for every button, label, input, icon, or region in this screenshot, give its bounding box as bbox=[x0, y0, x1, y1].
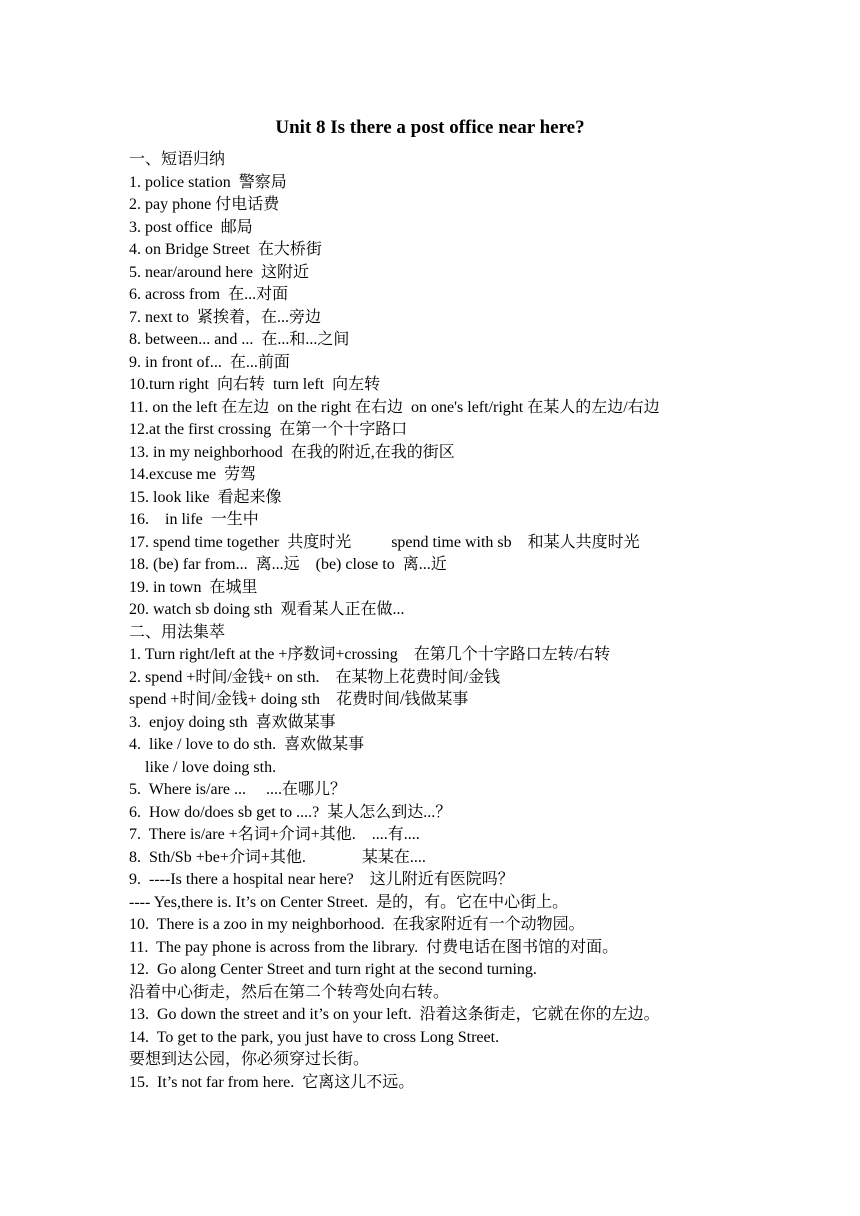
text-line: 5. near/around here 这附近 bbox=[129, 263, 309, 281]
text-line: 7. There is/are +名词+介词+其他. ....有.... bbox=[129, 826, 420, 843]
text-line: 6. across from 在...对面 bbox=[129, 286, 289, 303]
document-body bbox=[129, 149, 829, 1094]
text-line: 15. It’s not far from here. 它离这儿不远。 bbox=[129, 1073, 415, 1091]
text-line: 13. in my neighborhood 在我的附近,在我的街区 bbox=[129, 443, 455, 461]
text-line: spend +时间/金钱+ doing sth 花费时间/钱做某事 bbox=[129, 691, 469, 708]
text-line: 7. next to 紧挨着，在...旁边 bbox=[129, 308, 321, 326]
text-line: 18. (be) far from... 离...远 (be) close to 离...近 bbox=[129, 556, 447, 573]
text-line: 19. in town 在城里 bbox=[129, 578, 258, 596]
text-line: 17. spend time together 共度时光 spend time with sb 和某人共度时光 bbox=[129, 533, 640, 551]
text-line: 8. Sth/Sb +be+介词+其他. 某某在.... bbox=[129, 848, 426, 866]
text-line: 二、用法集萃 bbox=[129, 623, 226, 641]
text-line: like / love doing sth. bbox=[129, 758, 277, 776]
text-line: 2. spend +时间/金钱+ on sth. 在某物上花费时间/金钱 bbox=[129, 668, 500, 686]
text-line: 6. How do/does sb get to ....? 某人怎么到达...？ bbox=[129, 803, 452, 821]
text-line: 12.at the first crossing 在第一个十字路口 bbox=[129, 421, 408, 438]
text-line: 要想到达公园，你必须穿过长街。 bbox=[129, 1051, 370, 1068]
text-line: 8. between... and ... 在...和...之间 bbox=[129, 331, 350, 348]
text-line: 14.excuse me 劳驾 bbox=[129, 466, 257, 483]
text-line: 2. pay phone 付电话费 bbox=[129, 196, 280, 213]
text-line: 4. on Bridge Street 在大桥街 bbox=[129, 241, 322, 258]
text-line: 11. The pay phone is across from the library. 付费电话在图书馆的对面。 bbox=[129, 938, 619, 956]
text-line: 11. on the left 在左边 on the right 在右边 on one's left/right 在某人的左边/右边 bbox=[129, 398, 660, 416]
text-line: 3. enjoy doing sth 喜欢做某事 bbox=[129, 713, 336, 731]
text-line: 9. ----Is there a hospital near here? 这儿附近有医院吗？ bbox=[129, 871, 514, 888]
text-line: 10.turn right 向右转 turn left 向左转 bbox=[129, 376, 381, 393]
text-line: 1. police station 警察局 bbox=[129, 173, 287, 191]
text-line: 14. To get to the park, you just have to cross Long Street. bbox=[129, 1028, 500, 1046]
text-line: 一、短语归纳 bbox=[129, 151, 226, 168]
text-line: 20. watch sb doing sth 观看某人正在做... bbox=[129, 601, 405, 618]
text-line: 沿着中心街走，然后在第二个转弯处向右转。 bbox=[129, 983, 450, 1001]
text-line: 13. Go down the street and it’s on your left. 沿着这条街走，它就在你的左边。 bbox=[129, 1006, 660, 1023]
text-line: 9. in front of... 在...前面 bbox=[129, 353, 290, 371]
text-line: 4. like / love to do sth. 喜欢做某事 bbox=[129, 736, 365, 753]
text-line: 15. look like 看起来像 bbox=[129, 488, 282, 506]
text-line: 12. Go along Center Street and turn right at the second turning. bbox=[129, 961, 537, 978]
text-line: 5. Where is/are ... ....在哪儿？ bbox=[129, 781, 346, 798]
text-line: ---- Yes,there is. It’s on Center Street. 是的，有。它在中心街上。 bbox=[129, 893, 569, 911]
text-line: 3. post office 邮局 bbox=[129, 218, 253, 236]
document-title: Unit 8 Is there a post office near here? bbox=[275, 117, 585, 138]
text-line: 16. in life 一生中 bbox=[129, 511, 259, 528]
text-line: 1. Turn right/left at the +序数词+crossing 在第几个十字路口左转/右转 bbox=[129, 646, 611, 663]
text-line: 10. There is a zoo in my neighborhood. 在我家附近有一个动物园。 bbox=[129, 916, 585, 933]
